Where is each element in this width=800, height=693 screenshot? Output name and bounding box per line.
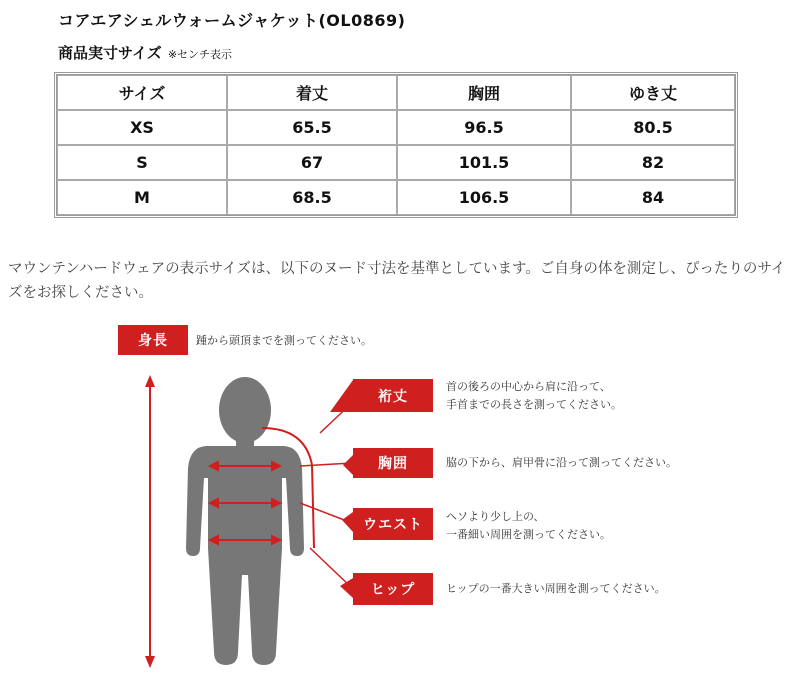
tag-chest: 胸囲 <box>353 448 433 478</box>
header-length: 着丈 <box>227 75 397 110</box>
cell-sleeve: 80.5 <box>571 110 735 145</box>
cell-chest: 106.5 <box>397 180 571 215</box>
connector-lines <box>300 400 355 588</box>
desc-chest: 脇の下から、肩甲骨に沿って測ってください。 <box>446 456 677 469</box>
product-title: コアエアシェルウォームジャケット(OL0869) <box>58 11 406 30</box>
tag-waist: ウエスト <box>353 508 433 540</box>
desc-hip: ヒップの一番大きい周囲を測ってください。 <box>446 582 666 595</box>
cell-chest: 96.5 <box>397 110 571 145</box>
height-arrow <box>145 375 155 668</box>
tag-hip: ヒップ <box>353 573 433 605</box>
desc-waist-line1: ヘソより少し上の、 <box>446 510 545 523</box>
tag-height: 身長 <box>118 325 188 355</box>
header-chest: 胸囲 <box>397 75 571 110</box>
desc-sleeve <box>446 378 622 414</box>
unit-note: ※センチ表示 <box>167 48 233 61</box>
cell-sleeve: 82 <box>571 145 735 180</box>
desc-sleeve-line2: 手首までの長さを測ってください。 <box>446 398 622 411</box>
desc-sleeve-line1: 首の後ろの中心から肩に沿って、 <box>446 380 611 393</box>
tag-sleeve: 裄丈 <box>353 379 433 412</box>
cell-sleeve: 84 <box>571 180 735 215</box>
cell-chest: 101.5 <box>397 145 571 180</box>
header-sleeve: ゆき丈 <box>571 75 735 110</box>
desc-height: 踵から頭頂までを測ってください。 <box>196 334 372 347</box>
desc-waist-line2: 一番細い周囲を測ってください。 <box>446 528 611 541</box>
desc-waist <box>446 508 611 544</box>
cell-length: 65.5 <box>227 110 397 145</box>
intro-text: マウンテンハードウェアの表示サイズは、以下のヌード寸法を基準としています。ご自身の体を測定し、ぴったりのサイズをお探しください。 <box>8 261 786 301</box>
section-title-text: 商品実寸サイズ <box>58 44 162 62</box>
cell-size: XS <box>57 110 227 145</box>
body-silhouette <box>186 377 304 665</box>
cell-size: M <box>57 180 227 215</box>
header-size: サイズ <box>57 75 227 110</box>
cell-length: 67 <box>227 145 397 180</box>
cell-length: 68.5 <box>227 180 397 215</box>
cell-size: S <box>57 145 227 180</box>
